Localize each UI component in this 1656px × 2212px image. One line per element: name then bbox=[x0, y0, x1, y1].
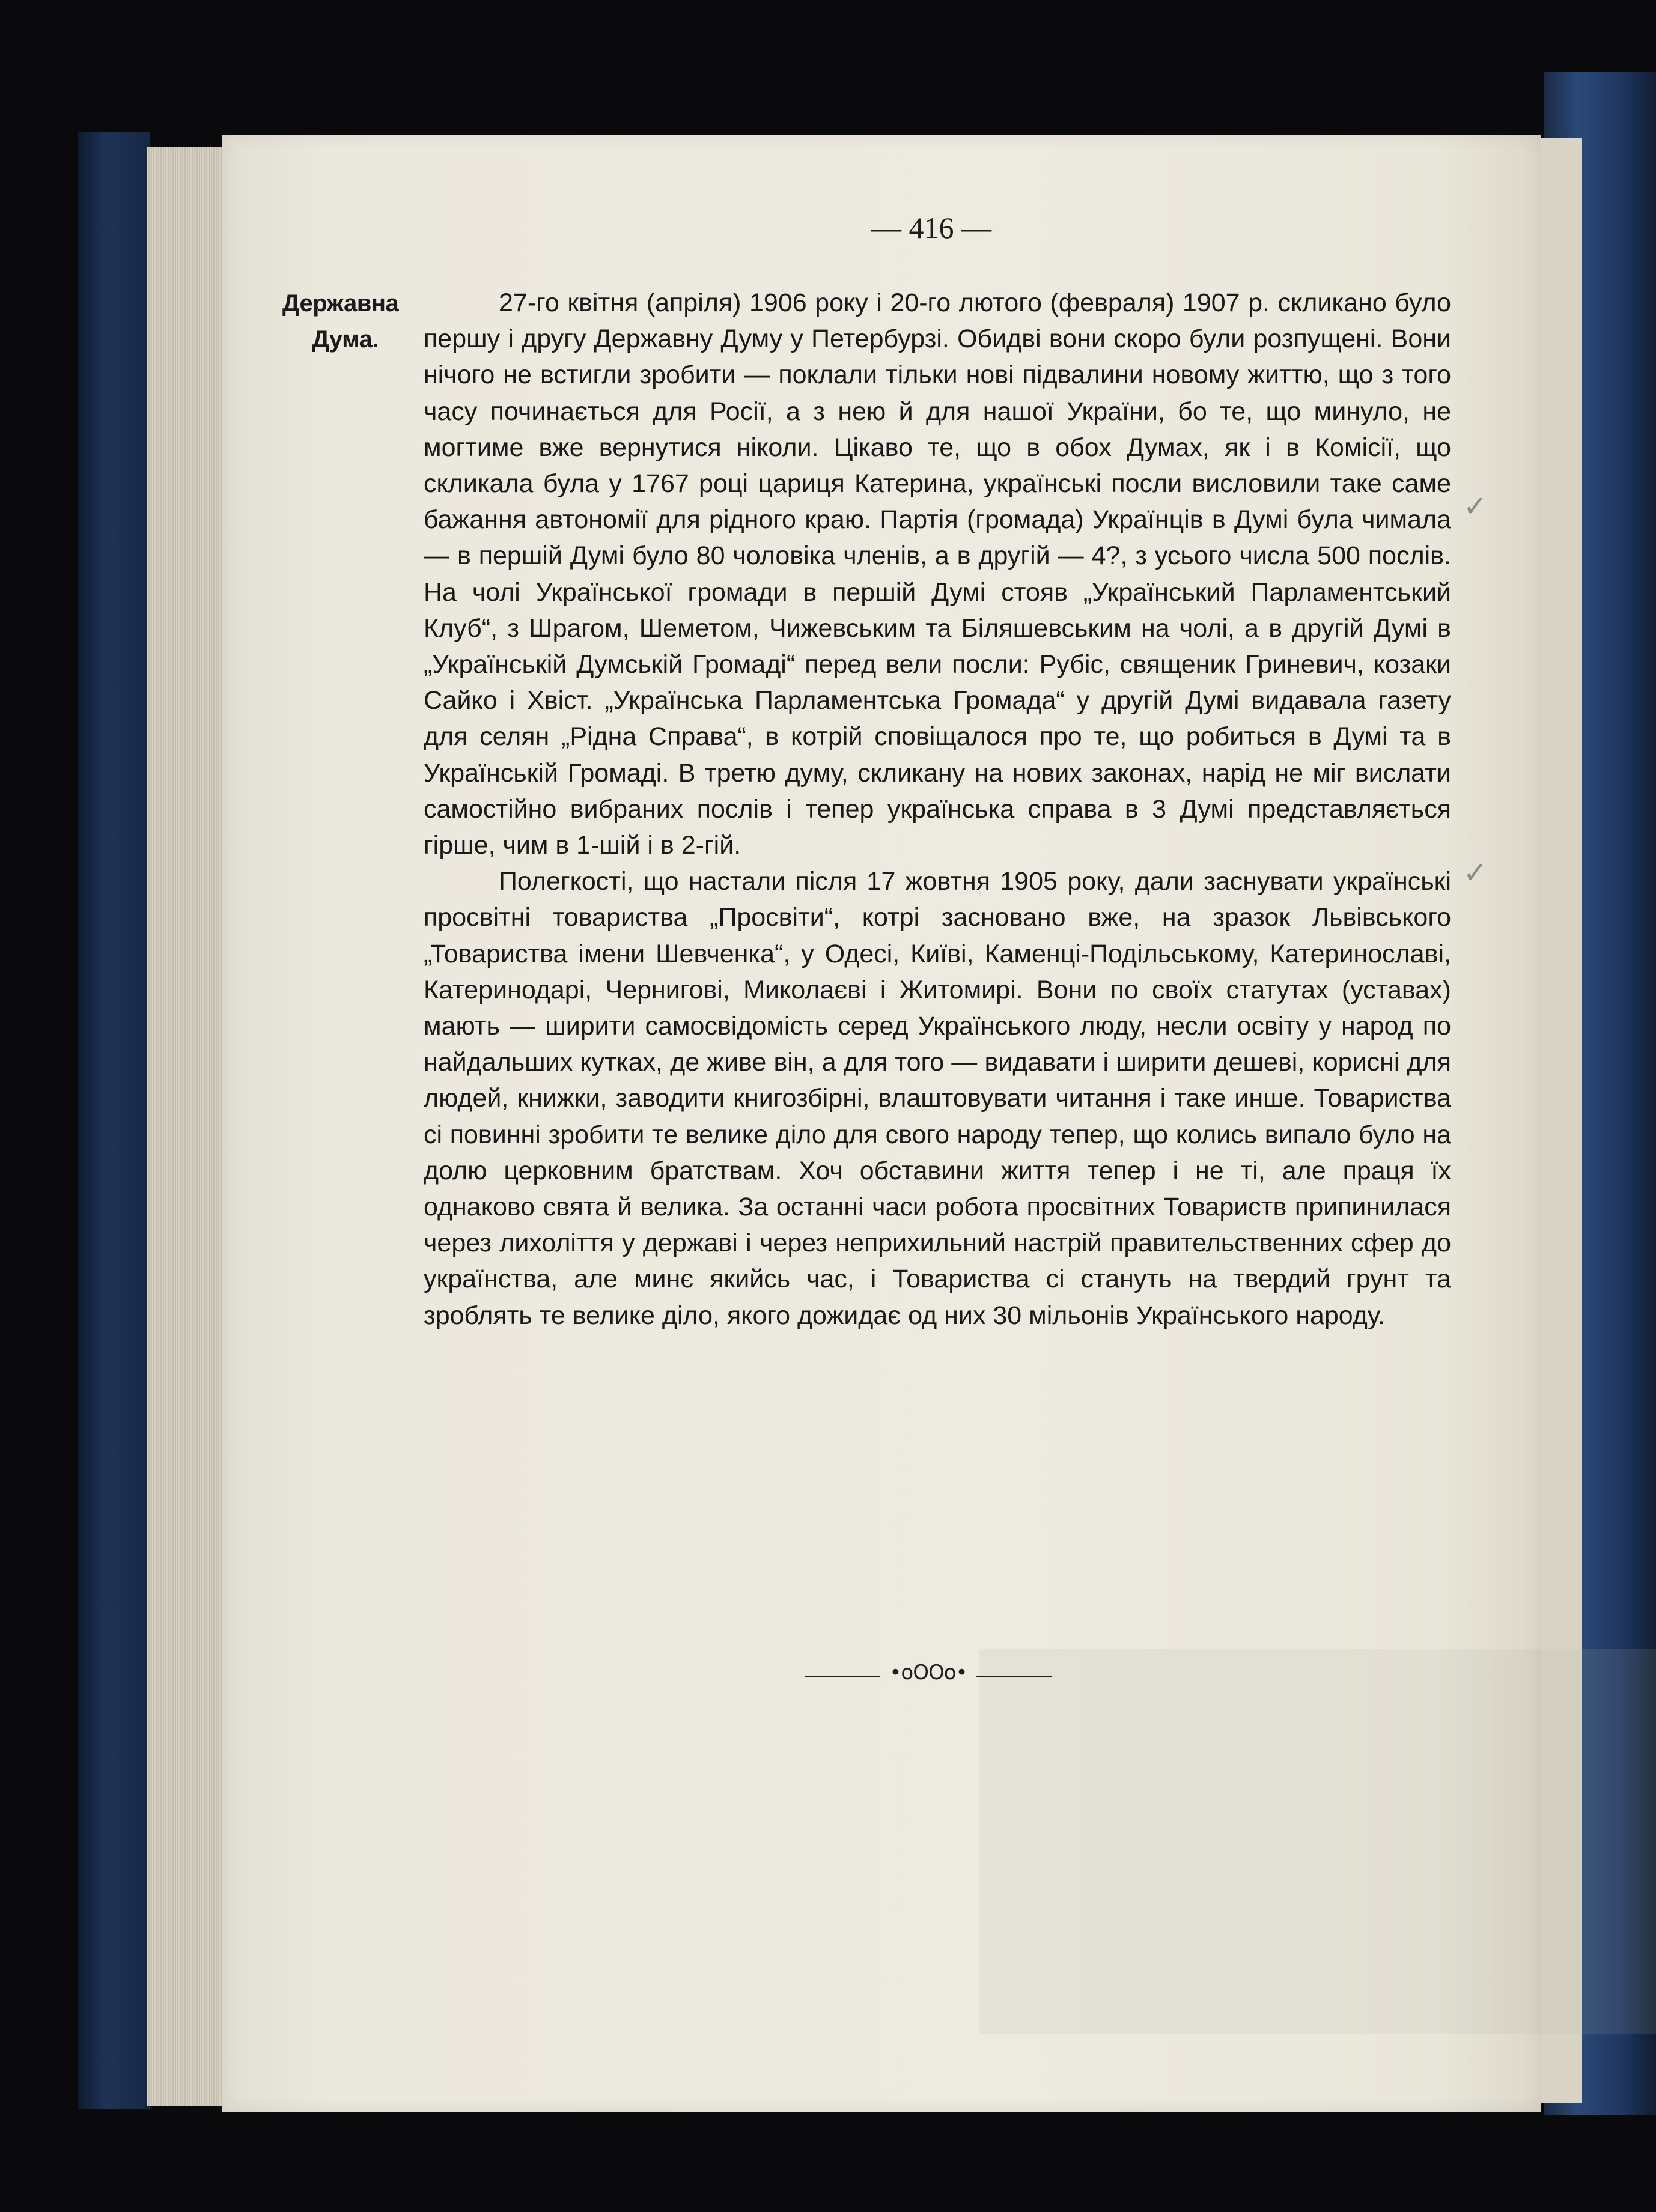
margin-heading-line-2: Дума. bbox=[312, 326, 379, 353]
paragraph-1: 27-го квітня (апріля) 1906 року і 20-го лютого (февраля) 1907 р. скликано було першу і другу Державну Думу у Петербурзі. Обидві вони скоро були розпущені. Вони нічого не встигли зробити — поклали тільки нові підвалини новому життю, що з того часу починається для Росії, а з нею й для нашої України, бо те, що минуло, не могтиме вже вернутися ніколи. Цікаво те, що в обох Думах, як і в Комісії, що скликала була у 1767 році цариця Катерина, українські посли висловили таке саме бажання автономії для рідного краю. Партія (громада) Українців в Думі була чимала — в першій Думі було 80 чоловіка членів, а в другій — 4?, з усього числа 500 послів. На чолі Української громади в першій Думі стояв „Український Парламентський Клуб“, з Шрагом, Шеметом, Чижевським та Біляшевським на чолі, а в другій Думі в „Українській Думській Громаді“ перед вели посли: Рубіс, священик Гриневич, козаки Сайко і Хвіст. „Українська Парламентська Громада“ у другій Думі видавала газету для селян „Рідна Справа“, в котрій сповіщалося про те, що робиться в Думі та в Українській Громаді. В третю думу, скликану на нових законах, нарід не міг вислати самостійно вибраних послів і тепер українська справа в 3 Думі представляється гірше, чим в 1-шій і в 2-гій. bbox=[424, 288, 1451, 860]
bleed-through-shadow bbox=[979, 1649, 1656, 2034]
margin-heading bbox=[282, 285, 399, 357]
book-cover-left bbox=[78, 132, 150, 2109]
divider-line-right bbox=[976, 1676, 1052, 1677]
pencil-checkmark-icon: ✓ bbox=[1463, 490, 1488, 523]
divider-line-left bbox=[805, 1676, 880, 1677]
margin-heading-line-1: Державна bbox=[282, 290, 399, 317]
divider-ornament: •oOOo• bbox=[889, 1661, 967, 1685]
paragraph-2: Полегкості, що настали після 17 жовтня 1905 року, дали заснувати українські просвітні товариства „Просвіти“, котрі засновано вже, на зразок Львівського „Товариства імени Шевченка“, у Одесі, Київі, Каменці-Подільському, Катеринославі, Катеринодарі, Чернигові, Миколаєві і Житомирі. Вони по своїх статутах (уставах) мають — ширити самосвідомість серед Українського люду, несли освіту у народ по найдальших кутках, де живе він, а для того — видавати і ширити дешеві, корисні для людей, книжки, заводити книгозбірні, влаштовувати читання і таке инше. Товариства сі повинні зробити те велике діло для свого народу тепер, що колись випало було на долю церковним братствам. Хоч обставини життя тепер і не ті, але праця їх однаково свята й велика. За останні часи робота просвітних Товариств припинилася через лихоліття у державі і через неприхильний настрій правительственних сфер до українства, але минє якийсь час, і Товариства сі стануть на твердий грунт та зроблять те велике діло, якого дожидає од них 30 мільонів Українського народу. bbox=[424, 867, 1451, 1330]
section-divider bbox=[805, 1661, 1052, 1688]
page-number: — 416 — bbox=[871, 211, 991, 245]
pencil-checkmark-icon: ✓ bbox=[1463, 856, 1488, 890]
body-text bbox=[424, 285, 1451, 1334]
page-stack-edges bbox=[147, 147, 225, 2106]
